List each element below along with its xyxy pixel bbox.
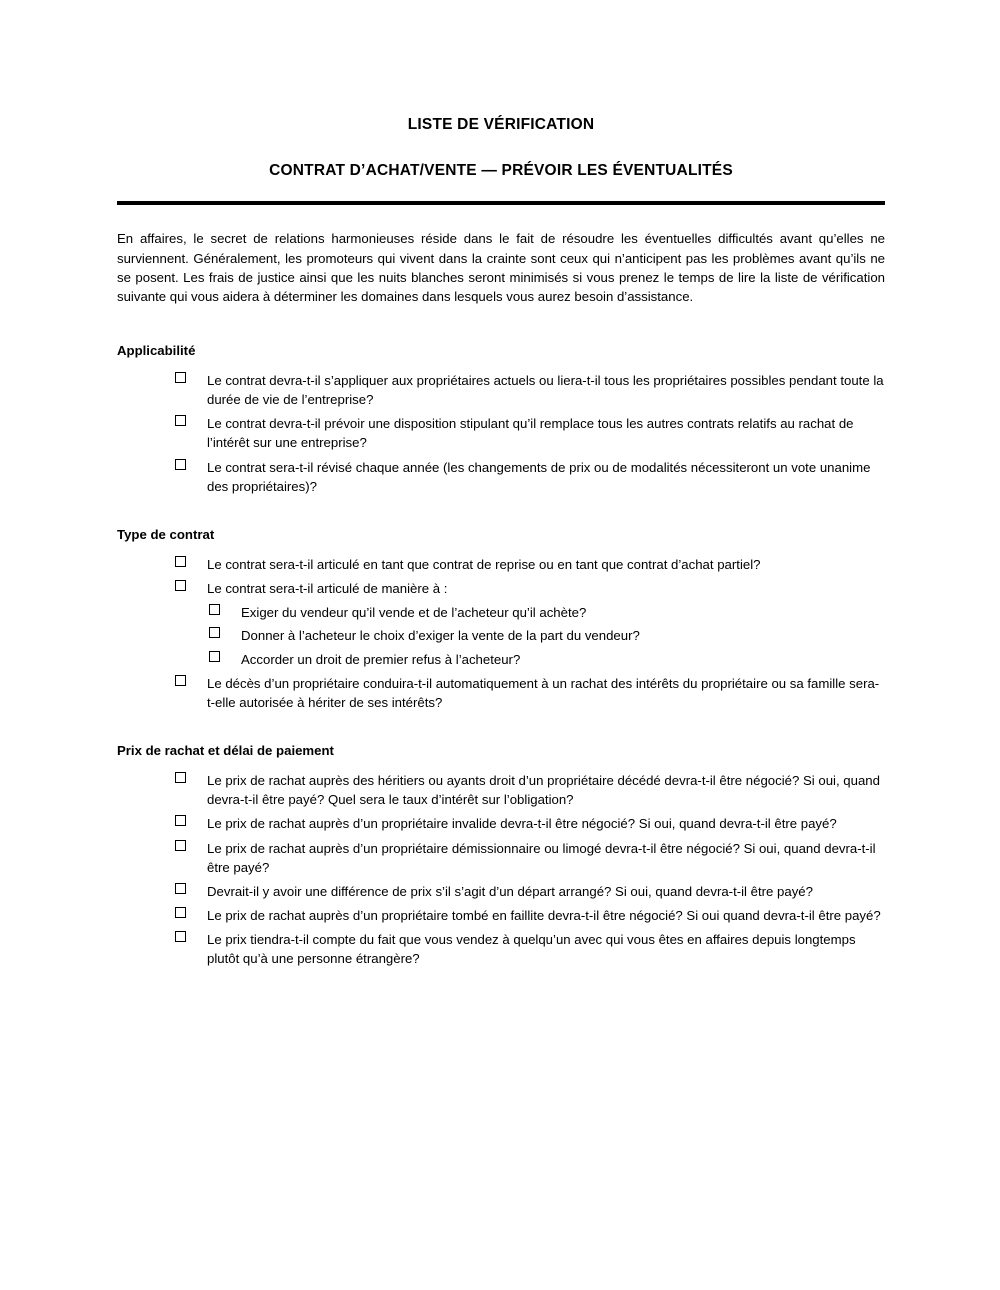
checklist-item[interactable] — [175, 674, 885, 712]
checkbox-empty-icon[interactable] — [175, 459, 189, 473]
checkbox-empty-icon[interactable] — [209, 651, 223, 665]
checklist-item-label: Le contrat sera-t-il articulé en tant que contrat de reprise ou en tant que contrat d’achat partiel? — [207, 556, 761, 572]
checkbox-box — [175, 459, 186, 470]
checkbox-empty-icon[interactable] — [175, 840, 189, 854]
checkbox-box — [175, 883, 186, 894]
checklist-item-label: Le contrat sera-t-il articulé de manière à : — [207, 581, 448, 597]
checklist-item[interactable] — [175, 839, 885, 877]
checklist-item-label: Le décès d’un propriétaire conduira-t-il automatiquement à un rachat des intérêts du propriétaire ou sa famille sera-t-elle autorisée à hériter de ses intérêts? — [207, 675, 880, 710]
intro-paragraph: En affaires, le secret de relations harmonieuses réside dans le fait de résoudre les éventuelles difficultés avant qu’elles ne surviennent. Généralement, les promoteurs qui vivent dans la crainte sont ceux qui n’anticipent pas les problèmes avant qu’ils ne se posent. Les frais de justice ainsi que les nuits blanches seront minimisés si vous prenez le temps de lire la liste de vérification suivante qui vous aidera à déterminer les domaines dans lesquels vous aurez besoin d’assistance. — [117, 231, 885, 305]
checkbox-box — [175, 580, 186, 591]
checklist-item[interactable] — [175, 414, 885, 452]
checklist-item-label: Le prix de rachat auprès d’un propriétaire démissionnaire ou limogé devra-t-il être négocié? Si oui, quand devra-t-il être payé? — [207, 840, 876, 875]
checklist-item-label: Donner à l’acheteur le choix d’exiger la vente de la part du vendeur? — [241, 628, 640, 644]
checklist-item-label: Accorder un droit de premier refus à l’acheteur? — [241, 651, 521, 667]
checkbox-empty-icon[interactable] — [175, 815, 189, 829]
checkbox-empty-icon[interactable] — [209, 604, 223, 618]
checkbox-box — [175, 840, 186, 851]
checklist-item[interactable] — [209, 626, 885, 645]
checkbox-empty-icon[interactable] — [175, 931, 189, 945]
checklist-item-label: Le prix de rachat auprès d’un propriétaire invalide devra-t-il être négocié? Si oui, quand devra-t-il être payé? — [207, 816, 837, 832]
checkbox-empty-icon[interactable] — [175, 883, 189, 897]
checklist-section — [117, 526, 885, 712]
checkbox-box — [175, 372, 186, 383]
checklist-items — [117, 371, 885, 496]
checklist-item[interactable] — [209, 650, 885, 669]
checkbox-box — [175, 772, 186, 783]
checkbox-box — [175, 931, 186, 942]
page-title: LISTE DE VÉRIFICATION — [407, 116, 595, 133]
checkbox-empty-icon[interactable] — [175, 675, 189, 689]
checklist-section — [117, 342, 885, 496]
checklist-section — [117, 742, 885, 968]
checklist-item[interactable] — [175, 371, 885, 409]
checklist-item-label: Exiger du vendeur qu’il vende et de l’acheteur qu’il achète? — [241, 605, 587, 621]
checklist-item[interactable] — [175, 458, 885, 496]
checkbox-box — [209, 627, 220, 638]
checkbox-box — [209, 651, 220, 662]
checkbox-empty-icon[interactable] — [209, 627, 223, 641]
checkbox-empty-icon[interactable] — [175, 415, 189, 429]
checklist-item-label: Le contrat devra-t-il prévoir une disposition stipulant qu’il remplace tous les autres contrats relatifs au rachat de l’intérêt sur une entreprise? — [207, 416, 854, 451]
checklist-item[interactable] — [175, 882, 885, 901]
checklist-item[interactable] — [175, 771, 885, 809]
checklist-item-label: Le contrat sera-t-il révisé chaque année (les changements de prix ou de modalités nécessiteront un vote unanime des propriétaires)? — [207, 459, 871, 494]
checklist-items — [117, 771, 885, 968]
checkbox-box — [209, 604, 220, 615]
document-content — [117, 0, 885, 972]
title-divider — [117, 201, 885, 205]
checklist-item[interactable] — [175, 555, 885, 574]
page-subtitle: CONTRAT D’ACHAT/VENTE — PRÉVOIR LES ÉVENTUALITÉS — [269, 161, 733, 179]
checkbox-empty-icon[interactable] — [175, 772, 189, 786]
checklist-item-label: Le prix de rachat auprès des héritiers ou ayants droit d’un propriétaire décédé devra-t-il être négocié? Si oui, quand devra-t-il être payé? Quel sera le taux d’intérêt sur l’obligation? — [207, 773, 880, 808]
checklist-item[interactable] — [175, 906, 885, 925]
checklist-item-label: Le contrat devra-t-il s’appliquer aux propriétaires actuels ou liera-t-il tous les propriétaires possibles pendant toute la durée de vie de l’entreprise? — [207, 372, 884, 408]
checkbox-box — [175, 815, 186, 826]
checklist-item-label: Devrait-il y avoir une différence de prix s’il s’agit d’un départ arrangé? Si oui, quand devra-t-il être payé? — [207, 883, 813, 899]
checklist-item[interactable] — [175, 814, 885, 833]
checklist-item-label: Le prix tiendra-t-il compte du fait que vous vendez à quelqu’un avec qui vous êtes en affaires depuis longtemps plutôt qu’à une personne étrangère? — [207, 932, 856, 967]
checkbox-box — [175, 907, 186, 918]
checkbox-empty-icon[interactable] — [175, 372, 189, 386]
checklist-item-label: Le prix de rachat auprès d’un propriétaire tombé en faillite devra-t-il être négocié? Si oui quand devra-t-il être payé? — [207, 907, 881, 923]
checkbox-box — [175, 675, 186, 686]
checkbox-empty-icon[interactable] — [175, 907, 189, 921]
checklist-sections — [117, 342, 885, 969]
checkbox-box — [175, 415, 186, 426]
checklist-item[interactable] — [175, 930, 885, 968]
section-heading: Prix de rachat et délai de paiement — [117, 742, 334, 758]
checklist-items — [117, 555, 885, 712]
checkbox-box — [175, 556, 186, 567]
checklist-item[interactable] — [175, 579, 885, 598]
checkbox-empty-icon[interactable] — [175, 556, 189, 570]
checkbox-empty-icon[interactable] — [175, 580, 189, 594]
section-heading: Applicabilité — [117, 342, 196, 358]
section-heading: Type de contrat — [117, 526, 215, 542]
checklist-item[interactable] — [209, 603, 885, 622]
